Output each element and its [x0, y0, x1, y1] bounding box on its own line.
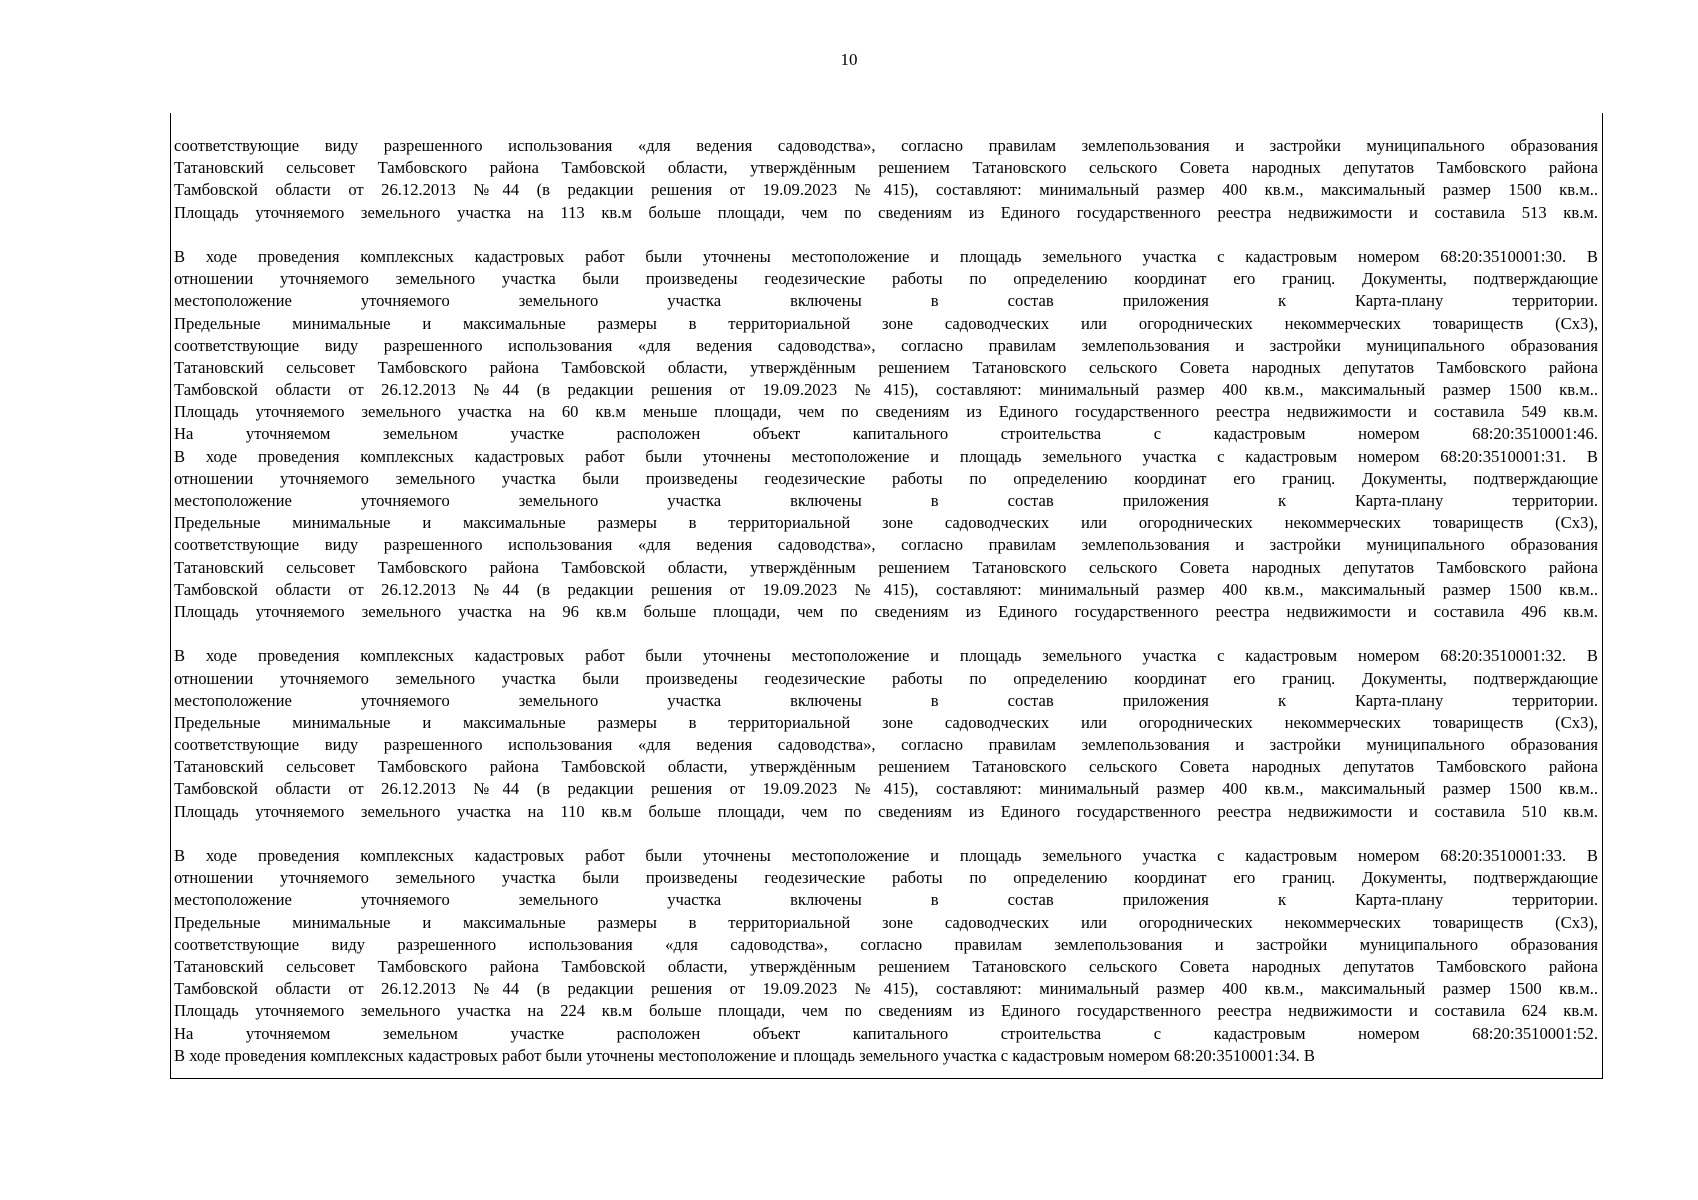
text-line: На уточняемом земельном участке расположен объект капитального строительства с кадастровым номером 68:20:3510001:46.	[174, 424, 1598, 444]
text-line: В ходе проведения комплексных кадастровых работ были уточнены местоположение и площадь земельного участка с кадастровым номером 68:20:3510001:33. В	[174, 846, 1598, 865]
text-line: отношении уточняемого земельного участка были произведены геодезические работы по определению координат его границ. Документы, подтверждающие	[174, 269, 1598, 289]
document-body	[174, 135, 1598, 1067]
text-line: соответствующие виду разрешенного использования «для ведения садоводства», согласно правилам землепользования и застройки муниципального образования	[174, 535, 1598, 555]
text-line: отношении уточняемого земельного участка были произведены геодезические работы по определению координат его границ. Документы, подтверждающие	[174, 668, 1598, 688]
paragraph	[174, 135, 1598, 224]
text-line: местоположение уточняемого земельного участка включены в состав приложения к Карта-плану территории.	[174, 291, 1598, 311]
text-line: Тамбовской области от 26.12.2013 №44 (в редакции решения от 19.09.2023 №415), составляют: минимальный размер 400 кв.м., максимальный размер 1500 кв.м..	[174, 380, 1598, 400]
text-line: В ходе проведения комплексных кадастровых работ были уточнены местоположение и площадь земельного участка с кадастровым номером 68:20:3510001:30. В	[174, 246, 1598, 266]
text-line: Предельные минимальные и максимальные размеры в территориальной зоне садоводческих или огороднических некоммерческих товариществ (Сх3),	[174, 712, 1598, 732]
text-line: Предельные минимальные и максимальные размеры в территориальной зоне садоводческих или огороднических некоммерческих товариществ (Сх3),	[174, 513, 1598, 533]
text-line: На уточняемом земельном участке расположен объект капитального строительства с кадастровым номером 68:20:3510001:52.	[174, 1023, 1598, 1043]
paragraph-gap	[174, 224, 1598, 246]
text-line: отношении уточняемого земельного участка были произведены геодезические работы по определению координат его границ. Документы, подтверждающие	[174, 468, 1598, 488]
text-line: Татановский сельсовет Тамбовского района Тамбовской области, утверждённым решением Татановского сельского Совета народных депутатов Тамбовского района	[174, 757, 1598, 777]
text-line: Тамбовской области от 26.12.2013 №44 (в редакции решения от 19.09.2023 №415), составляют: минимальный размер 400 кв.м., максимальный размер 1500 кв.м..	[174, 579, 1598, 599]
text-line: Площадь уточняемого земельного участка на 110 кв.м больше площади, чем по сведениям из Единого государственного реестра недвижимости и составила 510 кв.м.	[174, 801, 1598, 821]
text-line: Татановский сельсовет Тамбовского района Тамбовской области, утверждённым решением Татановского сельского Совета народных депутатов Тамбовского района	[174, 158, 1598, 178]
text-line: Тамбовской области от 26.12.2013 №44 (в редакции решения от 19.09.2023 №415), составляют: минимальный размер 400 кв.м., максимальный размер 1500 кв.м..	[174, 779, 1598, 799]
page-number: 10	[840, 50, 858, 69]
text-line: В ходе проведения комплексных кадастровых работ были уточнены местоположение и площадь земельного участка с кадастровым номером 68:20:3510001:31. В	[174, 446, 1598, 466]
text-line: соответствующие виду разрешенного использования «для ведения садоводства», согласно правилам землепользования и застройки муниципального образования	[174, 136, 1598, 155]
text-line: Площадь уточняемого земельного участка на 224 кв.м больше площади, чем по сведениям из Единого государственного реестра недвижимости и составила 624 кв.м.	[174, 1001, 1598, 1021]
text-line: Татановский сельсовет Тамбовского района Тамбовской области, утверждённым решением Татановского сельского Совета народных депутатов Тамбовского района	[174, 956, 1598, 976]
text-line: соответствующие виду разрешенного использования «для ведения садоводства», согласно правилам землепользования и застройки муниципального образования	[174, 335, 1598, 355]
text-line: отношении уточняемого земельного участка были произведены геодезические работы по определению координат его границ. Документы, подтверждающие	[174, 868, 1598, 888]
paragraph-gap	[174, 823, 1598, 845]
text-line: Тамбовской области от 26.12.2013 №44 (в редакции решения от 19.09.2023 №415), составляют: минимальный размер 400 кв.м., максимальный размер 1500 кв.м..	[174, 979, 1598, 999]
text-line: местоположение уточняемого земельного участка включены в состав приложения к Карта-плану территории.	[174, 690, 1598, 710]
text-line: местоположение уточняемого земельного участка включены в состав приложения к Карта-плану территории.	[174, 491, 1598, 510]
text-line: Площадь уточняемого земельного участка на 96 кв.м больше площади, чем по сведениям из Единого государственного реестра недвижимости и составила 496 кв.м.	[174, 601, 1598, 621]
text-line: Площадь уточняемого земельного участка на 113 кв.м больше площади, чем по сведениям из Единого государственного реестра недвижимости и составила 513 кв.м.	[174, 202, 1598, 222]
paragraph	[174, 645, 1598, 823]
text-line: местоположение уточняемого земельного участка включены в состав приложения к Карта-плану территории.	[174, 890, 1598, 910]
text-line: Татановский сельсовет Тамбовского района Тамбовской области, утверждённым решением Татановского сельского Совета народных депутатов Тамбовского района	[174, 357, 1598, 377]
text-line: В ходе проведения комплексных кадастровых работ были уточнены местоположение и площадь земельного участка с кадастровым номером 68:20:3510001:32. В	[174, 646, 1598, 666]
text-line: Площадь уточняемого земельного участка на 60 кв.м меньше площади, чем по сведениям из Единого государственного реестра недвижимости и составила 549 кв.м.	[174, 402, 1598, 422]
text-line: Предельные минимальные и максимальные размеры в территориальной зоне садоводческих или огороднических некоммерческих товариществ (Сх3),	[174, 912, 1598, 932]
paragraph-gap	[174, 623, 1598, 645]
paragraph	[174, 845, 1598, 1067]
text-line: соответствующие виду разрешенного использования «для ведения садоводства», согласно правилам землепользования и застройки муниципального образования	[174, 735, 1598, 755]
text-line: В ходе проведения комплексных кадастровых работ были уточнены местоположение и площадь земельного участка с кадастровым номером 68:20:3510001:34. В	[174, 1045, 1315, 1065]
text-line: Татановский сельсовет Тамбовского района Тамбовской области, утверждённым решением Татановского сельского Совета народных депутатов Тамбовского района	[174, 557, 1598, 577]
text-line: Предельные минимальные и максимальные размеры в территориальной зоне садоводческих или огороднических некоммерческих товариществ (Сх3),	[174, 313, 1598, 333]
paragraph	[174, 246, 1598, 623]
text-line: Тамбовской области от 26.12.2013 №44 (в редакции решения от 19.09.2023 №415), составляют: минимальный размер 400 кв.м., максимальный размер 1500 кв.м..	[174, 180, 1598, 200]
text-line: соответствующие виду разрешенного использования «для садоводства», согласно правилам землепользования и застройки муниципального образования	[174, 934, 1598, 954]
